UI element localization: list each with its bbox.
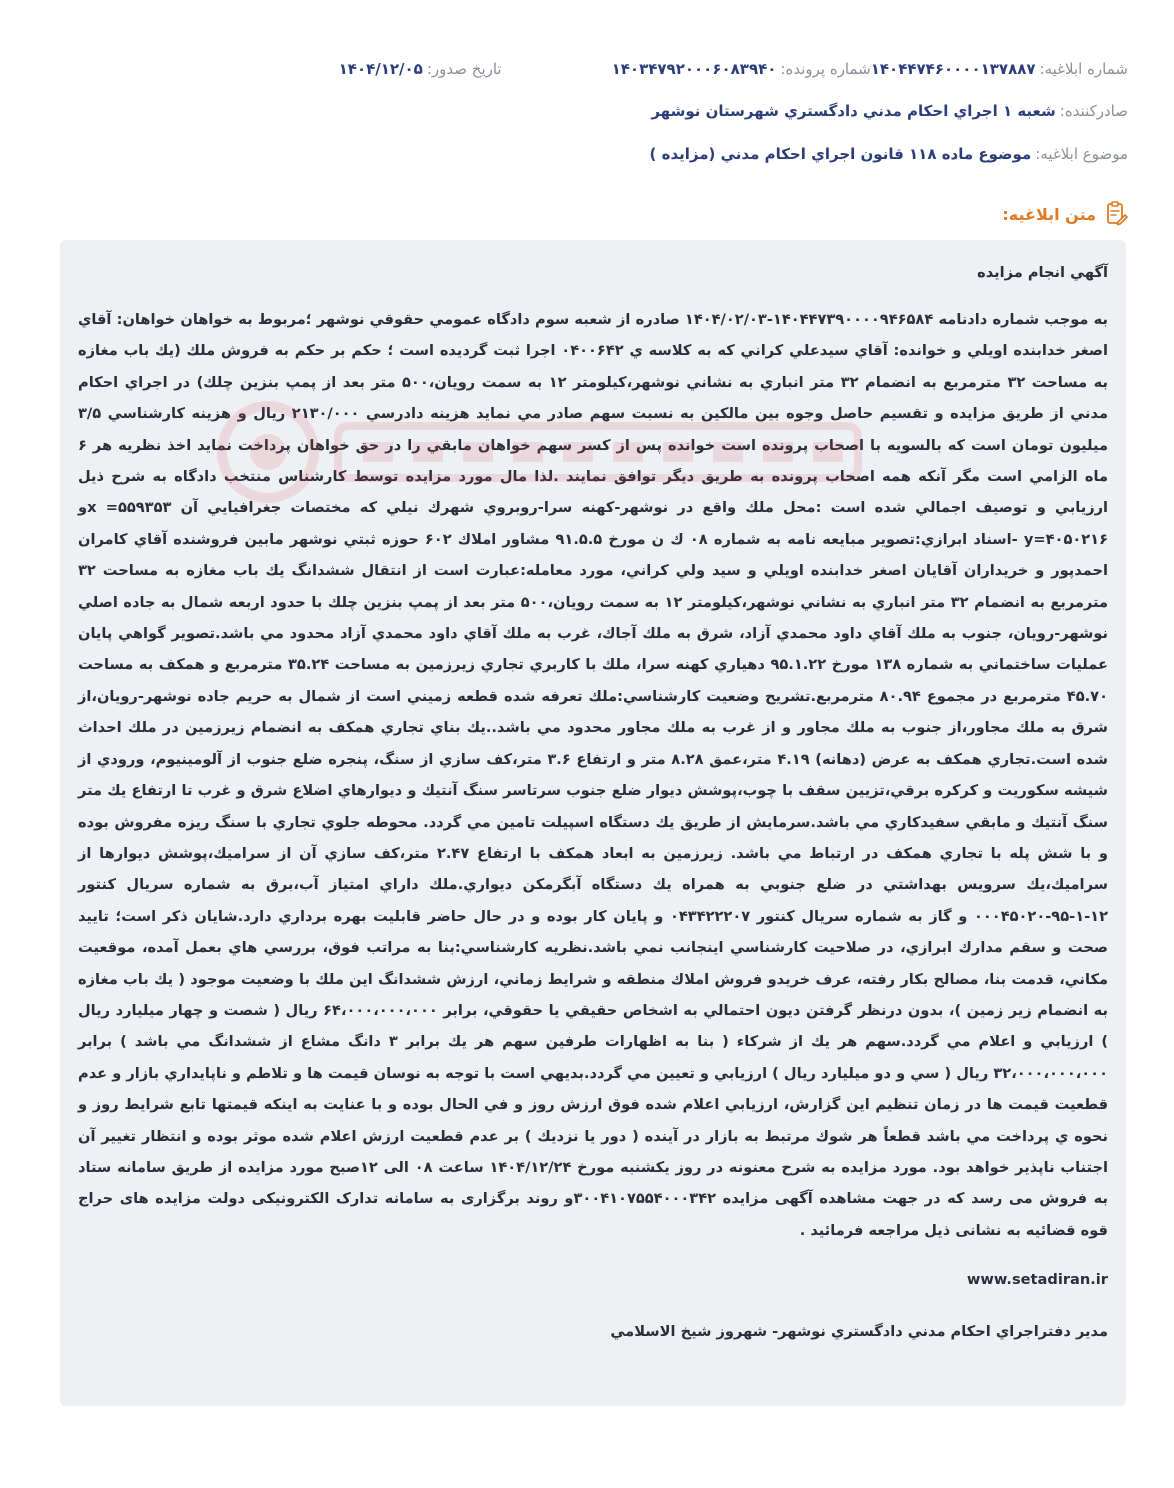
signature: مدير دفتراجراي احكام مدني دادگستري نوشهر- شهروز شيخ الاسلامي [610, 1323, 1108, 1341]
notice-content-box [60, 240, 1126, 1406]
notice-number-value: ۱۴۰۴۴۷۴۶۰۰۰۰۱۳۷۸۸۷ [870, 60, 1036, 78]
issue-date [339, 60, 502, 78]
notice-number-label: شماره ابلاغيه: [1039, 60, 1128, 78]
issue-date-label: تاريخ صدور: [426, 60, 502, 78]
issuer [651, 102, 1128, 120]
issuer-row [46, 98, 1128, 124]
issuer-value: شعبه ۱ اجراي احکام مدني دادگستري شهرستان نوشهر [651, 102, 1056, 120]
notice-text-heading [1002, 200, 1128, 228]
notice-title: آگهي انجام مزايده [977, 264, 1108, 281]
notice-text-heading-label: متن ابلاغيه: [1002, 204, 1096, 224]
website-address: www.setadiran.ir [966, 1271, 1108, 1289]
subject-row [46, 141, 1128, 167]
subject-value: موضوع ماده ۱۱۸ قانون اجراي احكام مدني (مزايده ) [649, 145, 1032, 163]
issuer-label: صادرکننده: [1059, 102, 1128, 120]
notice-meta-row [46, 56, 1128, 82]
case-number-label: شماره پرونده: [780, 60, 871, 78]
case-number-value: ۱۴۰۳۴۷۹۲۰۰۰۶۰۸۳۹۴۰ [611, 60, 777, 78]
subject-label: موضوع ابلاغيه: [1035, 145, 1128, 163]
document-edit-icon [1104, 201, 1128, 227]
case-number [612, 60, 871, 78]
subject [650, 145, 1128, 163]
issue-date-value: ۱۴۰۴/۱۲/۰۵ [338, 60, 423, 78]
notice-number [871, 60, 1128, 78]
notice-body: به موجب شماره دادنامه ۱۴۰۴۴۷۳۹۰۰۰۰۹۴۶۵۸۴-۱۴۰۴/۰۲/۰۳ صادره از شعبه سوم دادگاه عمومي حقوقي نوشهر ؛مربوط به خواهان خواهان: آقاي اصغر خدابنده اويلي و خوانده: آقاي سيدعلي كراني كه به كلاسه ي ۰۴۰۰۶۴۲ اجرا ثبت گرديده است ؛ حكم بر حكم به فروش ملك (يك باب مغازه به مساحت ۳۲ مترمربع به انضمام ۳۲ متر انباري به نشاني نوشهر،كيلومتر ۱۲ به سمت رويان،۵۰۰ متر بعد از پمپ بنزين چلك) در اجراي احكام مدني از طريق مزايده و تقسيم حاصل وجوه بين مالكين به نسبت سهم صادر مي نمايد هزينه دادرسي ۲۱۳۰/۰۰۰ ريال و هزينه كارشناسي ۳/۵ ميليون تومان است كه بالسويه با اصحاب پرونده است خوانده پس از كسر سهم خواهان مابقي را در حق خواهان پرداخت نمايد اخذ نظريه هر ۶ ماه الزامي است مگر آنكه همه اصحاب پرونده به طريق ديگر توافق نمايند .لذا مال مورد مزايده توسط كارشناس منتخب دادگاه به شرح ذيل ارزيابي و توصيف اجمالي شده است :محل ملك واقع در نوشهر-كهنه سرا-روبروي شهرك نيلي كه مختصات جغرافيايي آن ۵۵۹۳۵۳= xو ۴۰۵۰۲۱۶=y -اسناد ابرازي:تصوير مبايعه نامه به شماره ۰۸ ك ن مورخ ۹۱.۵.۵ مشاور املاك ۶۰۲ حوزه ثبتي نوشهر مابين فروشنده آقاي كامران احمدپور و خريداران آقايان اصغر خدابنده اويلي و سيد ولي كراني، مورد معامله:عبارت است از انتقال ششدانگ يك باب مغازه به مساحت ۳۲ مترمربع به انضمام ۳۲ متر انباري به نشاني نوشهر،كيلومتر ۱۲ به سمت رويان،۵۰۰ متر بعد از پمپ بنزين چلك با حدود اربعه شمال به جاده اصلي نوشهر-رويان، جنوب به ملك آقاي داود محمدي آزاد، شرق به ملك آجاك، غرب به ملك آقاي داود محمدي آزاد محدود مي باشد.تصوير گواهي پايان عمليات ساختماني به شماره ۱۳۸ مورخ ۹۵.۱.۲۲ دهياري كهنه سرا، ملك با كاربري تجاري زيرزمين به مساحت ۳۵.۲۴ مترمربع و همكف به مساحت ۴۵.۷۰ مترمربع در مجموع ۸۰.۹۴ مترمربع.تشريح وضعيت كارشناسي:ملك تعرفه شده قطعه زميني است از شمال به حريم جاده نوشهر-رويان،از شرق به ملك مجاور،از جنوب به ملك مجاور و از غرب به ملك مجاور محدود مي باشد..يك بناي تجاري همكف به انضمام زيرزمين در ملك احداث شده است.تجاري همكف به عرض (دهانه) ۴.۱۹ متر،عمق ۸.۲۸ متر و ارتفاع ۳.۶ متر،كف سازي از سنگ، پنجره ضلع جنوب از آلومينيوم، ورودي از شيشه سكوريت و كركره برقي،تزيين سقف با چوب،پوشش ديوار ضلع جنوب سرتاسر سنگ آنتيك و ديوارهاي اضلاع شرق و غرب تا ارتفاع يك متر سنگ آنتيك و مابقي سفيدكاري مي باشد.سرمايش از طريق يك دستگاه اسپيلت تامين مي گردد. محوطه جلوي تجاري با سنگ ريزه مفروش بوده و با شش پله با تجاري همكف در ارتباط مي باشد. زيرزمين به ابعاد همكف با ارتفاع ۲.۴۷ متر،كف سازي آن از سراميك،پوشش ديوارها از سراميك،يك سرويس بهداشتي در ضلع جنوبي به همراه يك دستگاه آبگرمكن ديواري.ملك داراي امتياز آب،برق به شماره سريال كنتور ۱۲-۱-۹۵-۰۰۰۴۵۰۲۰ و گاز به شماره سريال كنتور ۰۴۳۴۲۲۲۰۷ و پايان كار بوده و در حال حاضر قابليت بهره برداري دارد.شايان ذكر است؛ تاييد صحت و سقم مدارك ابرازي، در صلاحيت كارشناسي اينجانب نمي باشد.نظريه كارشناسي:بنا به مراتب فوق، بررسي هاي بعمل آمده، موقعيت مكاني، قدمت بنا، مصالح بكار رفته، عرف خريدو فروش املاك منطقه و شرايط زماني، ارزش ششدانگ اين ملك با وضعيت موجود ( يك باب مغازه به انضمام زير زمين )، بدون درنظر گرفتن ديون احتمالي به اشخاص حقيقي يا حقوقي، برابر ۶۴،۰۰۰،۰۰۰،۰۰۰ ريال ( شصت و چهار ميليارد ريال ) ارزيابي و اعلام مي گردد.سهم هر يك از شركاء ( بنا به اظهارات طرفين سهم هر يك برابر ۳ دانگ مشاع از ششدانگ مي باشد ) برابر ۳۲،۰۰۰،۰۰۰،۰۰۰ ريال ( سي و دو ميليارد ريال ) ارزيابي و تعيين مي گردد.بديهي است با توجه به نوسان قيمت ها و تلاطم و ناپايداري بازار و عدم قطعيت قيمت ها در زمان تنظيم اين گزارش، ارزيابي اعلام شده فوق ارزش روز و في الحال بوده و با عنايت به اينكه قيمتها تابع شرايط روز و نحوه ي پرداخت مي باشد قطعاً هر شوك مرتبط به بازار در آينده ( دور يا نزديك ) بر عدم قطعيت ارزش اعلام شده موثر بوده و انتظار تغيير آن اجتناب ناپذير خواهد بود. مورد مزايده به شرح معنونه در روز يكشنبه مورخ ۱۴۰۴/۱۲/۲۴ ساعت ۰۸ الی ۱۲صبح مورد مزايده از طريق سامانه ستاد به فروش می رسد كه در جهت مشاهده آگهی مزايده ۳۰۰۴۱۰۷۵۵۴۰۰۰۳۴۲و روند برگزاری به سامانه تدارک الکترونيکی دولت مزايده های حراج قوه قضائيه به نشانی ذيل مراجعه فرمائيد . [78, 311, 1109, 1239]
